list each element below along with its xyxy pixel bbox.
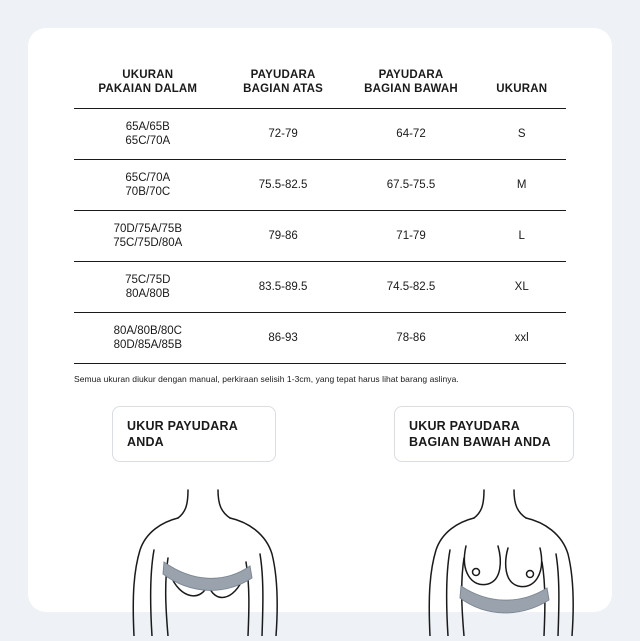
label-line-1: UKUR PAYUDARA [409, 419, 520, 433]
header-line-1: PAYUDARA [378, 69, 444, 81]
header-line-2: BAGIAN ATAS [243, 83, 324, 95]
label-measure-bust [112, 406, 276, 462]
table-header-row [74, 62, 566, 109]
cell-underwear-size [74, 211, 222, 262]
header-line-2: PAKAIAN DALAM [98, 83, 198, 95]
measurement-note: Semua ukuran diukur dengan manual, perkiraan selisih 1-3cm, yang tepat harus lihat barang aslinya. [74, 374, 459, 384]
cell-size: XL [477, 262, 566, 313]
label-line-1: UKUR PAYUDARA [127, 419, 238, 433]
tape-measure-icon [460, 586, 549, 613]
cell-underwear-size [74, 262, 222, 313]
cell-line-2: 70B/70C [125, 186, 171, 198]
header-underwear-size [74, 62, 222, 109]
neck-left-line [178, 490, 188, 518]
underbust-figure-svg [414, 488, 594, 636]
label-line-2: BAGIAN BAWAH ANDA [409, 435, 551, 449]
cell-size: M [477, 160, 566, 211]
label-line-2: ANDA [127, 435, 164, 449]
cell-line-1: 75C/75D [125, 274, 171, 286]
cell-upper-bust: 86-93 [222, 313, 345, 364]
size-table [74, 62, 566, 364]
header-line-1: PAYUDARA [250, 69, 316, 81]
cell-underwear-size [74, 109, 222, 160]
cell-under-bust: 78-86 [345, 313, 478, 364]
cell-under-bust: 74.5-82.5 [345, 262, 478, 313]
cell-size: xxl [477, 313, 566, 364]
cell-upper-bust: 75.5-82.5 [222, 160, 345, 211]
cell-underwear-size [74, 313, 222, 364]
bust-measure-illustration [118, 488, 298, 641]
cell-under-bust: 67.5-75.5 [345, 160, 478, 211]
cell-underwear-size [74, 160, 222, 211]
underbust-measure-illustration [414, 488, 594, 641]
header-line-1: UKURAN [496, 83, 548, 95]
illustration-section [74, 406, 574, 636]
cell-line-1: 80A/80B/80C [113, 325, 182, 337]
cell-under-bust: 64-72 [345, 109, 478, 160]
header-upper-bust [222, 62, 345, 109]
header-line-2: BAGIAN BAWAH [364, 83, 458, 95]
header-line-1: UKURAN [122, 69, 174, 81]
cell-upper-bust: 79-86 [222, 211, 345, 262]
cell-line-1: 65A/65B [125, 121, 170, 133]
table-row [74, 313, 566, 364]
cell-line-2: 80D/85A/85B [113, 339, 182, 351]
cell-line-2: 65C/70A [125, 135, 171, 147]
cell-line-2: 80A/80B [125, 288, 170, 300]
bust-figure-svg [118, 488, 298, 636]
cell-line-1: 65C/70A [125, 172, 171, 184]
cell-upper-bust: 72-79 [222, 109, 345, 160]
cell-line-1: 70D/75A/75B [113, 223, 182, 235]
table-row [74, 109, 566, 160]
size-chart-content [74, 62, 566, 385]
cell-size: L [477, 211, 566, 262]
cell-size: S [477, 109, 566, 160]
table-row [74, 160, 566, 211]
header-under-bust [345, 62, 478, 109]
label-measure-underbust [394, 406, 574, 462]
cell-line-2: 75C/75D/80A [113, 237, 183, 249]
table-row [74, 262, 566, 313]
size-chart-card [28, 28, 612, 612]
cell-upper-bust: 83.5-89.5 [222, 262, 345, 313]
table-row [74, 211, 566, 262]
header-size [477, 62, 566, 109]
cell-under-bust: 71-79 [345, 211, 478, 262]
